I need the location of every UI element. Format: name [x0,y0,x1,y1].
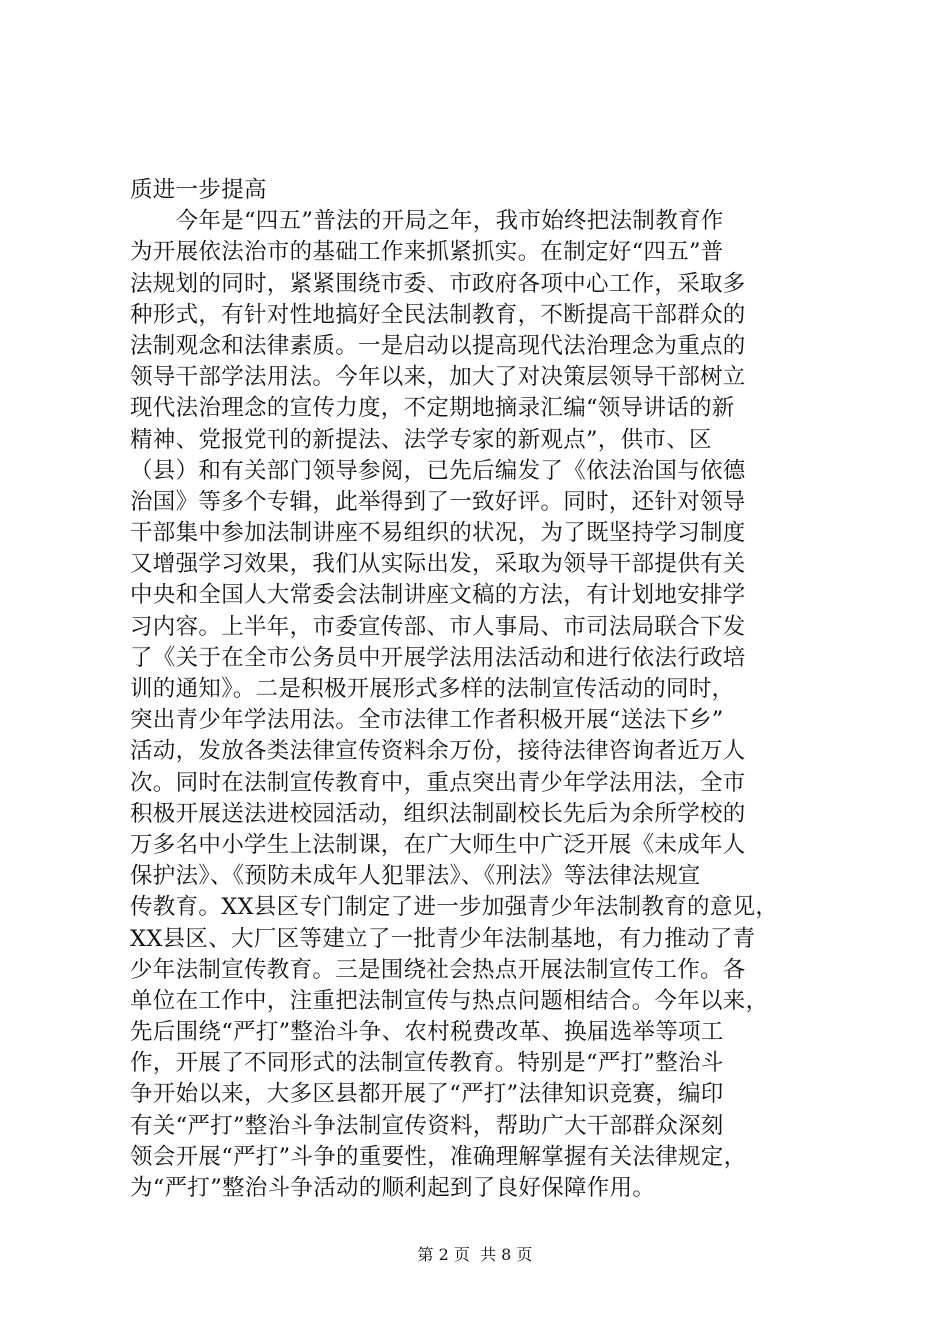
text-line: 训的通知》。二是积极开展形式多样的法制宣传活动的同时， [130,676,735,702]
text-line: （县）和有关部门领导参阅，已先后编发了《依法治国与依德 [130,457,746,484]
document-body [130,175,830,1204]
text-line: 法制观念和法律素质。一是启动以提高现代法治理念为重点的 [130,332,746,359]
text-line: 活动，发放各类法律宣传资料余万份，接待法律咨询者近万人 [130,738,746,765]
text-line: 精神、党报党刊的新提法、法学专家的新观点”，供市、区 [130,426,712,453]
text-line: 又增强学习效果，我们从实际出发，采取为领导干部提供有关 [130,551,746,578]
text-line: 领会开展“严打”斗争的重要性，准确理解掌握有关法律规定， [130,1143,747,1170]
text-line: 了《关于在全市公务员中开展学法用法活动和进行依法行政培 [130,644,746,671]
text-line: 质进一步提高 [130,177,267,203]
text-line: XX县区、大厂区等建立了一批青少年法制基地，有力推动了青 [130,925,756,952]
text-line: 为“严打”整治斗争活动的顺利起到了良好保障作用。 [130,1175,656,1201]
text-line: 干部集中参加法制讲座不易组织的状况，为了既坚持学习制度 [130,520,746,547]
text-line: 有关“严打”整治斗争法制宣传资料，帮助广大干部群众深刻 [130,1112,724,1139]
text-line: 领导干部学法用法。今年以来，加大了对决策层领导干部树立 [130,364,746,391]
text-line: 种形式，有针对性地搞好全民法制教育，不断提高干部群众的 [130,301,746,328]
text-line: 单位在工作中，注重把法制宣传与热点问题相结合。今年以来， [130,987,769,1014]
text-line: 传教育。XX县区专门制定了进一步加强青少年法制教育的意见， [130,894,779,921]
text-line: 治国》等多个专辑，此举得到了一致好评。同时，还针对领导 [130,488,746,515]
text-line: 习内容。上半年，市委宣传部、市人事局、市司法局联合下发 [130,613,746,640]
text-line: 保护法》、《预防未成年人犯罪法》、《刑法》等法律法规宣 [130,863,701,890]
text-line: 突出青少年学法用法。全市法律工作者积极开展“送法下乡” [130,707,724,734]
text-line: 先后围绕“严打”整治斗争、农村税费改革、换届选举等项工 [130,1019,724,1046]
text-line: 现代法治理念的宣传力度，不定期地摘录汇编“领导讲话的新 [130,395,735,422]
text-line: 作，开展了不同形式的法制宣传教育。特别是“严打”整治斗 [130,1050,724,1077]
page-footer: 第 2 页 共 8 页 [417,1245,533,1264]
text-line: 万多名中小学生上法制课，在广大师生中广泛开展《未成年人 [130,831,746,858]
text-line: 争开始以来，大多区县都开展了“严打”法律知识竞赛，编印 [130,1081,724,1108]
text-line: 为开展依法治市的基础工作来抓紧抓实。在制定好“四五”普 [130,239,724,266]
text-line: 今年是“四五”普法的开局之年，我市始终把法制教育作 [130,208,724,235]
text-line: 法规划的同时，紧紧围绕市委、市政府各项中心工作，采取多 [130,270,746,297]
text-line: 次。同时在法制宣传教育中，重点突出青少年学法用法，全市 [130,769,746,796]
text-line: 中央和全国人大常委会法制讲座文稿的方法，有计划地安排学 [130,582,746,609]
text-line: 积极开展送法进校园活动，组织法制副校长先后为余所学校的 [130,800,746,827]
text-line: 少年法制宣传教育。三是围绕社会热点开展法制宣传工作。各 [130,956,746,983]
